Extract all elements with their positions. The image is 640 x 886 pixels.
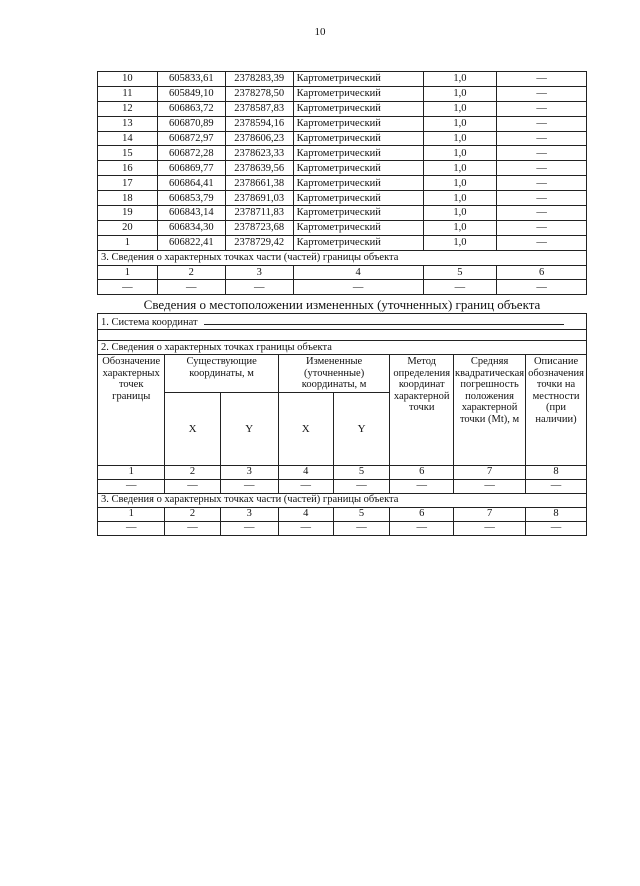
column-number: 2 xyxy=(165,465,220,479)
coord-y: 2378606,23 xyxy=(225,131,293,146)
number-row xyxy=(98,507,587,521)
description: — xyxy=(497,191,587,206)
coord-x: 606869,77 xyxy=(157,161,225,176)
coord-y: 2378661,38 xyxy=(225,176,293,191)
dash-cell: — xyxy=(165,479,220,493)
header-accuracy: Средняя квадратическая погрешность положения характерной точки (Mt), м xyxy=(454,355,526,466)
accuracy: 1,0 xyxy=(423,191,497,206)
table-row xyxy=(98,72,587,87)
description: — xyxy=(497,176,587,191)
coord-y: 2378639,56 xyxy=(225,161,293,176)
description: — xyxy=(497,161,587,176)
coord-system-line xyxy=(204,314,564,325)
dash-row xyxy=(98,521,587,535)
point-number: 12 xyxy=(98,101,158,116)
point-number: 15 xyxy=(98,146,158,161)
dash-cell: — xyxy=(333,479,390,493)
column-number: 1 xyxy=(98,507,165,521)
method: Картометрический xyxy=(293,101,423,116)
part-section-row xyxy=(98,250,587,265)
description: — xyxy=(497,116,587,131)
table-row xyxy=(98,176,587,191)
description: — xyxy=(497,86,587,101)
coord-system-label: 1. Система координат xyxy=(101,317,198,328)
description: — xyxy=(497,146,587,161)
column-number: 6 xyxy=(497,265,587,280)
table-row xyxy=(98,131,587,146)
accuracy: 1,0 xyxy=(423,206,497,221)
coord-x: 606872,28 xyxy=(157,146,225,161)
table-row xyxy=(98,116,587,131)
column-number: 2 xyxy=(165,507,220,521)
column-number: 5 xyxy=(423,265,497,280)
accuracy: 1,0 xyxy=(423,116,497,131)
spacer-cell xyxy=(98,330,587,341)
column-number: 7 xyxy=(454,507,526,521)
header-x-changed: X xyxy=(278,392,333,465)
section-title: Сведения о местоположении измененных (уточненных) границ объекта xyxy=(143,297,541,312)
column-number: 1 xyxy=(98,465,165,479)
dash-cell: — xyxy=(98,521,165,535)
description: — xyxy=(497,220,587,235)
coord-x: 606843,14 xyxy=(157,206,225,221)
dash-cell: — xyxy=(526,521,587,535)
column-number: 6 xyxy=(390,507,454,521)
description: — xyxy=(497,206,587,221)
dash-cell: — xyxy=(98,479,165,493)
page-number: 10 xyxy=(314,26,326,38)
number-row xyxy=(98,465,587,479)
part-section-label: 3. Сведения о характерных точках части (частей) границы объекта xyxy=(98,250,587,265)
column-number: 7 xyxy=(454,465,526,479)
coord-y: 2378729,42 xyxy=(225,235,293,250)
point-number: 17 xyxy=(98,176,158,191)
column-number: 3 xyxy=(225,265,293,280)
coord-x: 606864,41 xyxy=(157,176,225,191)
table-row xyxy=(98,191,587,206)
description: — xyxy=(497,131,587,146)
accuracy: 1,0 xyxy=(423,220,497,235)
coord-y: 2378283,39 xyxy=(225,72,293,87)
coord-x: 606834,30 xyxy=(157,220,225,235)
header-changed: Измененные (уточненные) координаты, м xyxy=(278,355,390,393)
column-number: 8 xyxy=(526,507,587,521)
dash-row xyxy=(98,479,587,493)
coord-x: 606853,79 xyxy=(157,191,225,206)
coord-x: 606870,89 xyxy=(157,116,225,131)
table-row xyxy=(98,235,587,250)
column-number: 6 xyxy=(390,465,454,479)
coord-y: 2378587,83 xyxy=(225,101,293,116)
coord-x: 605833,61 xyxy=(157,72,225,87)
coord-x: 606872,97 xyxy=(157,131,225,146)
dash-cell: — xyxy=(278,521,333,535)
method: Картометрический xyxy=(293,191,423,206)
table-row xyxy=(98,220,587,235)
coord-y: 2378594,16 xyxy=(225,116,293,131)
description: — xyxy=(497,72,587,87)
method: Картометрический xyxy=(293,235,423,250)
coord-y: 2378723,68 xyxy=(225,220,293,235)
method: Картометрический xyxy=(293,86,423,101)
point-number: 20 xyxy=(98,220,158,235)
accuracy: 1,0 xyxy=(423,161,497,176)
column-number: 3 xyxy=(220,507,278,521)
table-row xyxy=(98,161,587,176)
coord-x: 606863,72 xyxy=(157,101,225,116)
dash-cell: — xyxy=(454,479,526,493)
header-method: Метод определения координат характерной точки xyxy=(390,355,454,466)
header-row xyxy=(98,355,587,393)
dash-cell: — xyxy=(293,280,423,295)
table-row xyxy=(98,86,587,101)
accuracy: 1,0 xyxy=(423,146,497,161)
dash-cell: — xyxy=(454,521,526,535)
column-number: 5 xyxy=(333,465,390,479)
points-section-label: 2. Сведения о характерных точках границы объекта xyxy=(98,341,587,355)
part-section-row xyxy=(98,493,587,507)
header-existing: Существующие координаты, м xyxy=(165,355,278,393)
dash-cell: — xyxy=(423,280,497,295)
table-row xyxy=(98,101,587,116)
dash-cell: — xyxy=(220,479,278,493)
dash-cell: — xyxy=(390,479,454,493)
dash-cell: — xyxy=(98,280,158,295)
dash-cell: — xyxy=(157,280,225,295)
method: Картометрический xyxy=(293,206,423,221)
accuracy: 1,0 xyxy=(423,72,497,87)
coord-system-row xyxy=(98,314,587,330)
method: Картометрический xyxy=(293,131,423,146)
point-number: 1 xyxy=(98,235,158,250)
table-row xyxy=(98,206,587,221)
points-section-row xyxy=(98,341,587,355)
column-number: 4 xyxy=(278,507,333,521)
column-number: 4 xyxy=(278,465,333,479)
dash-cell: — xyxy=(526,479,587,493)
point-number: 19 xyxy=(98,206,158,221)
method: Картометрический xyxy=(293,176,423,191)
number-row xyxy=(98,265,587,280)
dash-cell: — xyxy=(220,521,278,535)
header-y-existing: Y xyxy=(220,392,278,465)
point-number: 11 xyxy=(98,86,158,101)
accuracy: 1,0 xyxy=(423,235,497,250)
description: — xyxy=(497,101,587,116)
column-number: 4 xyxy=(293,265,423,280)
accuracy: 1,0 xyxy=(423,176,497,191)
method: Картометрический xyxy=(293,220,423,235)
method: Картометрический xyxy=(293,146,423,161)
header-y-changed: Y xyxy=(333,392,390,465)
accuracy: 1,0 xyxy=(423,86,497,101)
dash-cell: — xyxy=(225,280,293,295)
dash-row xyxy=(98,280,587,295)
point-number: 10 xyxy=(98,72,158,87)
accuracy: 1,0 xyxy=(423,131,497,146)
coord-y: 2378691,03 xyxy=(225,191,293,206)
column-number: 8 xyxy=(526,465,587,479)
column-number: 3 xyxy=(220,465,278,479)
point-number: 18 xyxy=(98,191,158,206)
method: Картометрический xyxy=(293,161,423,176)
dash-cell: — xyxy=(497,280,587,295)
coord-x: 605849,10 xyxy=(157,86,225,101)
header-x-existing: X xyxy=(165,392,220,465)
coord-y: 2378278,50 xyxy=(225,86,293,101)
method: Картометрический xyxy=(293,72,423,87)
table-row xyxy=(98,146,587,161)
coordinates-table xyxy=(97,71,587,295)
point-number: 14 xyxy=(98,131,158,146)
dash-cell: — xyxy=(390,521,454,535)
accuracy: 1,0 xyxy=(423,101,497,116)
changed-boundaries-table xyxy=(97,313,587,536)
column-number: 5 xyxy=(333,507,390,521)
coord-y: 2378623,33 xyxy=(225,146,293,161)
column-number: 1 xyxy=(98,265,158,280)
point-number: 16 xyxy=(98,161,158,176)
coord-x: 606822,41 xyxy=(157,235,225,250)
part-section-label: 3. Сведения о характерных точках части (частей) границы объекта xyxy=(98,493,587,507)
coord-y: 2378711,83 xyxy=(225,206,293,221)
column-number: 2 xyxy=(157,265,225,280)
point-number: 13 xyxy=(98,116,158,131)
description: — xyxy=(497,235,587,250)
dash-cell: — xyxy=(333,521,390,535)
dash-cell: — xyxy=(278,479,333,493)
header-description: Описание обозначения точки на местности (при наличии) xyxy=(526,355,587,466)
method: Картометрический xyxy=(293,116,423,131)
header-designation: Обозначение характерных точек границы xyxy=(98,355,165,466)
dash-cell: — xyxy=(165,521,220,535)
